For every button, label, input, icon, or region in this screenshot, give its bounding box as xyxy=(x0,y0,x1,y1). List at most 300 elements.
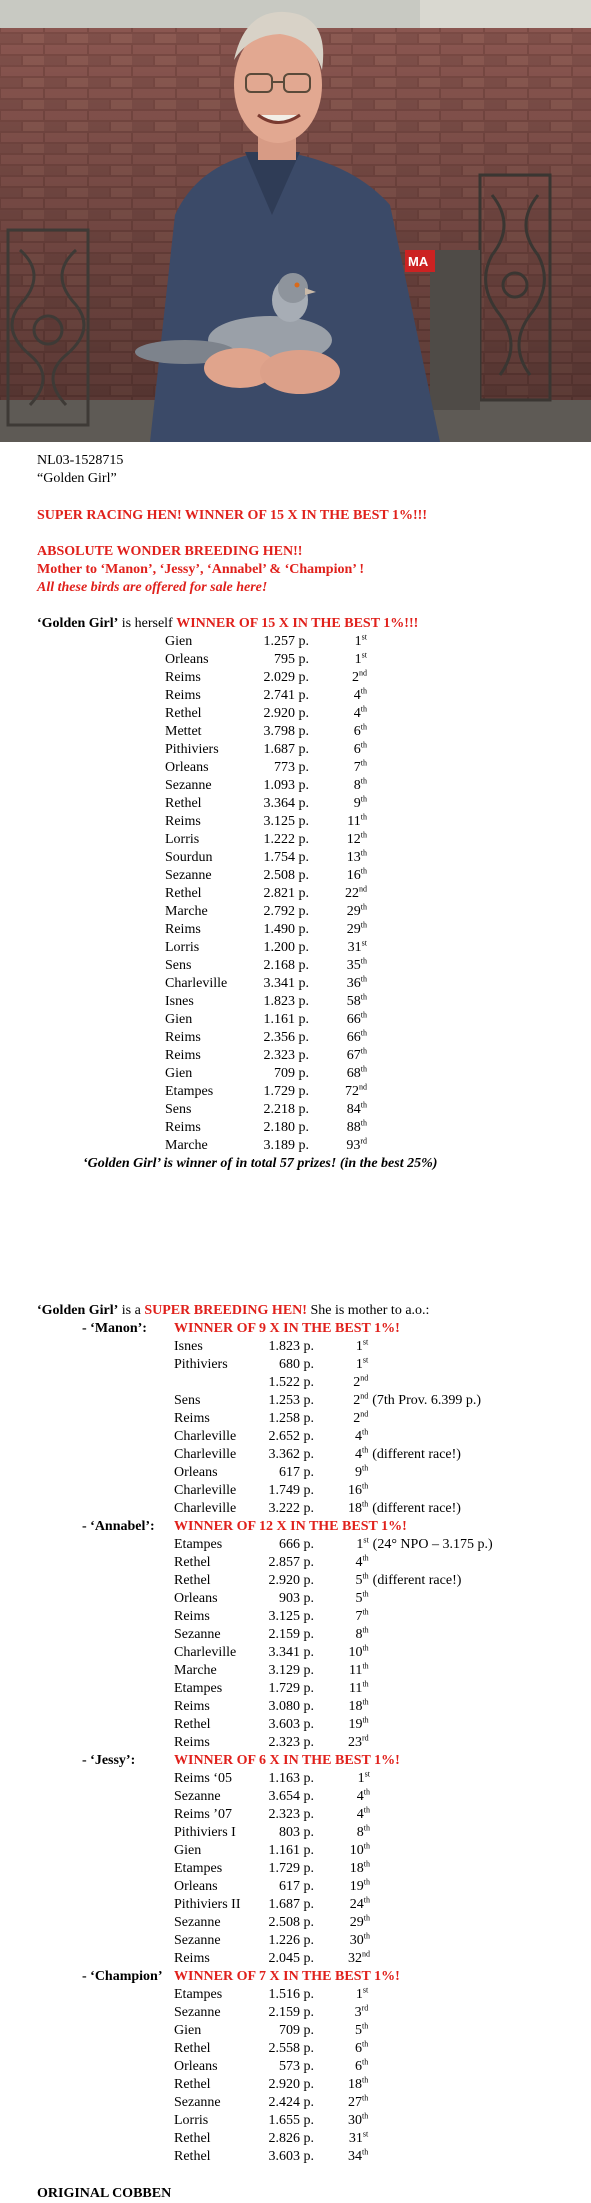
place-number: 27 xyxy=(348,2095,362,2110)
result-note xyxy=(368,2040,372,2058)
result-row xyxy=(165,705,367,723)
result-row xyxy=(165,1047,367,1065)
result-birds: 1.253 p. xyxy=(268,1393,314,1408)
result-note xyxy=(368,1464,481,1482)
place-suffix: th xyxy=(362,1643,369,1653)
place-number: 1 xyxy=(356,1537,364,1552)
result-place xyxy=(348,1410,368,1428)
child-result-row xyxy=(174,2076,372,2094)
result-place xyxy=(348,1842,370,1860)
result-race: Reims xyxy=(165,922,201,937)
place-number: 1 xyxy=(355,1357,363,1372)
result-note xyxy=(369,1626,493,1644)
result-place xyxy=(348,2004,368,2022)
result-race xyxy=(174,1374,262,1392)
result-birds: 3.189 p. xyxy=(263,1138,309,1153)
place-suffix: th xyxy=(360,974,367,984)
place-number: 6 xyxy=(355,2041,362,2056)
result-race: Charleville xyxy=(174,1429,237,1444)
result-note xyxy=(370,1950,374,1968)
place-suffix: st xyxy=(361,650,367,660)
result-birds: 1.687 p. xyxy=(263,742,309,757)
result-note xyxy=(370,1770,374,1788)
result-birds: 2.508 p. xyxy=(268,1915,314,1930)
result-birds: 1.729 p. xyxy=(268,1681,314,1696)
result-note xyxy=(368,2094,372,2112)
place-suffix: th xyxy=(360,722,367,732)
result-note xyxy=(369,1554,493,1572)
place-number: 1 xyxy=(354,652,362,667)
sweater-logo-text: MA xyxy=(408,254,429,269)
result-race: Rethel xyxy=(174,2041,211,2056)
place-suffix: th xyxy=(360,848,367,858)
result-place xyxy=(348,1554,369,1572)
child-result-row xyxy=(174,2148,372,2166)
result-race: Pithiviers xyxy=(174,1357,228,1372)
result-birds: 1.729 p. xyxy=(268,1861,314,1876)
result-note xyxy=(368,2004,372,2022)
result-note xyxy=(368,1986,372,2004)
place-number: 8 xyxy=(356,1825,364,1840)
result-note xyxy=(370,1824,374,1842)
result-place xyxy=(337,687,367,705)
place-suffix: th xyxy=(363,1823,370,1833)
result-race: Sens xyxy=(165,958,192,973)
place-suffix: th xyxy=(360,1028,367,1038)
result-birds: 1.222 p. xyxy=(263,832,309,847)
result-birds: 1.522 p. xyxy=(268,1375,314,1390)
result-birds: 3.603 p. xyxy=(268,2149,314,2164)
place-suffix: th xyxy=(360,758,367,768)
result-race: Reims xyxy=(165,814,201,829)
result-place xyxy=(348,1464,368,1482)
result-note xyxy=(370,1842,374,1860)
result-row xyxy=(165,1101,367,1119)
result-race: Reims xyxy=(165,688,201,703)
breeding-intro xyxy=(37,1302,429,1320)
result-place xyxy=(337,867,367,885)
result-note: (different race!) xyxy=(372,1573,462,1588)
result-birds: 617 p. xyxy=(279,1465,314,1480)
result-race: Reims xyxy=(165,1030,201,1045)
result-birds: 709 p. xyxy=(274,1066,309,1081)
place-suffix: th xyxy=(360,1100,367,1110)
child-result-row xyxy=(174,2130,372,2148)
result-race: Reims xyxy=(174,1609,210,1624)
result-place xyxy=(348,1644,369,1662)
result-race: Isnes xyxy=(174,1339,203,1354)
result-birds: 2.741 p. xyxy=(263,688,309,703)
place-number: 19 xyxy=(348,1717,363,1732)
place-number: 30 xyxy=(349,1933,364,1948)
child-header-champion xyxy=(82,1968,400,1986)
place-suffix: th xyxy=(360,704,367,714)
result-race: Etampes xyxy=(174,1987,223,2002)
result-place xyxy=(348,1680,369,1698)
result-row xyxy=(165,813,367,831)
place-number: 2 xyxy=(353,1411,361,1426)
place-number: 6 xyxy=(353,742,361,757)
results-intro xyxy=(37,615,418,633)
child-header-manon xyxy=(82,1320,400,1338)
result-birds: 1.749 p. xyxy=(268,1483,314,1498)
child-title: WINNER OF 9 X IN THE BEST 1%! xyxy=(174,1321,400,1336)
result-row xyxy=(165,903,367,921)
child-result-row xyxy=(174,1788,374,1806)
result-place xyxy=(348,1734,369,1752)
result-place xyxy=(348,2094,368,2112)
result-row xyxy=(165,633,367,651)
place-number: 16 xyxy=(346,868,361,883)
result-row xyxy=(165,759,367,777)
child-label: - ‘Jessy’: xyxy=(82,1753,136,1768)
result-place xyxy=(348,1446,368,1464)
place-number: 72 xyxy=(345,1084,359,1099)
result-row xyxy=(165,1137,367,1155)
result-place xyxy=(337,903,367,921)
result-birds: 2.792 p. xyxy=(263,904,309,919)
child-result-row xyxy=(174,1860,374,1878)
place-suffix: rd xyxy=(360,1136,367,1146)
child-label: - ‘Champion’ xyxy=(82,1969,163,1984)
result-row xyxy=(165,1119,367,1137)
place-number: 66 xyxy=(346,1012,361,1027)
result-row xyxy=(165,957,367,975)
child-result-row xyxy=(174,2112,372,2130)
result-race: Pithiviers II xyxy=(174,1897,241,1912)
place-suffix: st xyxy=(361,938,367,948)
result-row xyxy=(165,1011,367,1029)
place-suffix: th xyxy=(363,1877,370,1887)
child-result-row xyxy=(174,1680,493,1698)
result-race: Gien xyxy=(165,1066,193,1081)
result-birds: 617 p. xyxy=(279,1879,314,1894)
result-race: Orleans xyxy=(165,652,209,667)
place-suffix: th xyxy=(362,1715,369,1725)
result-race: Orleans xyxy=(174,2059,218,2074)
result-birds: 2.045 p. xyxy=(268,1951,314,1966)
place-suffix: th xyxy=(360,920,367,930)
place-number: 24 xyxy=(349,1897,364,1912)
result-race: Sourdun xyxy=(165,850,213,865)
place-number: 4 xyxy=(353,688,361,703)
result-birds: 2.323 p. xyxy=(268,1735,314,1750)
place-suffix: st xyxy=(362,2129,369,2139)
child-result-row xyxy=(174,1572,493,1590)
result-place xyxy=(348,1572,369,1590)
result-birds: 1.163 p. xyxy=(268,1771,314,1786)
result-place xyxy=(348,2130,368,2148)
child-result-row xyxy=(174,1770,374,1788)
result-note: (7th Prov. 6.399 p.) xyxy=(372,1393,481,1408)
place-suffix: th xyxy=(362,1427,369,1437)
result-note xyxy=(368,2076,372,2094)
child-result-row xyxy=(174,1806,374,1824)
place-number: 18 xyxy=(349,1861,364,1876)
result-birds: 2.821 p. xyxy=(263,886,309,901)
place-number: 23 xyxy=(348,1735,362,1750)
child-result-row xyxy=(174,2004,372,2022)
result-birds: 2.159 p. xyxy=(268,1627,314,1642)
place-suffix: th xyxy=(360,830,367,840)
place-suffix: th xyxy=(360,1010,367,1020)
place-suffix: th xyxy=(362,1697,369,1707)
place-number: 22 xyxy=(345,886,359,901)
place-suffix: th xyxy=(362,1553,369,1563)
result-place xyxy=(348,2040,368,2058)
result-birds: 2.558 p. xyxy=(268,2041,314,2056)
result-race: Reims xyxy=(165,1120,201,1135)
child-result-row xyxy=(174,1644,493,1662)
place-number: 35 xyxy=(346,958,361,973)
result-race: Lorris xyxy=(174,2113,209,2128)
result-place xyxy=(348,1914,370,1932)
result-race: Marche xyxy=(165,1138,208,1153)
result-place xyxy=(348,1860,370,1878)
result-note xyxy=(368,1374,481,1392)
place-number: 88 xyxy=(346,1120,361,1135)
result-race: Reims xyxy=(174,1951,210,1966)
result-birds: 2.168 p. xyxy=(263,958,309,973)
place-number: 29 xyxy=(346,922,361,937)
result-birds: 1.093 p. xyxy=(263,778,309,793)
result-birds: 773 p. xyxy=(274,760,309,775)
result-note xyxy=(368,2130,372,2148)
result-place xyxy=(337,885,367,903)
result-birds: 573 p. xyxy=(279,2059,314,2074)
result-birds: 2.323 p. xyxy=(268,1807,314,1822)
result-note xyxy=(370,1932,374,1950)
result-birds: 2.652 p. xyxy=(268,1429,314,1444)
child-header-jessy xyxy=(82,1752,400,1770)
result-race: Sezanne xyxy=(174,1933,221,1948)
result-place xyxy=(348,1536,369,1554)
place-suffix: th xyxy=(362,1463,369,1473)
result-note xyxy=(370,1878,374,1896)
result-race: Gien xyxy=(174,2023,202,2038)
result-birds: 2.920 p. xyxy=(263,706,309,721)
place-suffix: th xyxy=(360,992,367,1002)
breeder-photo xyxy=(0,0,591,442)
result-row xyxy=(165,687,367,705)
place-suffix: th xyxy=(363,1859,370,1869)
footer-title: ORIGINAL COBBEN xyxy=(37,2186,172,2201)
result-place xyxy=(337,795,367,813)
result-race: Sezanne xyxy=(174,2095,221,2110)
result-birds: 1.226 p. xyxy=(268,1933,314,1948)
place-number: 31 xyxy=(347,940,362,955)
place-number: 6 xyxy=(355,2059,362,2074)
result-race: Pithiviers I xyxy=(174,1825,236,1840)
place-suffix: th xyxy=(362,1661,369,1671)
result-race: Sezanne xyxy=(165,778,212,793)
result-race: Etampes xyxy=(174,1861,223,1876)
intro-name: ‘Golden Girl’ xyxy=(37,616,119,631)
result-birds: 3.603 p. xyxy=(268,1717,314,1732)
result-race: Charleville xyxy=(174,1501,237,1516)
child-result-row xyxy=(174,1986,372,2004)
result-race: Charleville xyxy=(174,1447,237,1462)
result-place xyxy=(348,2022,368,2040)
breeding-tail: She is mother to a.o.: xyxy=(306,1303,430,1318)
result-race: Marche xyxy=(174,1663,217,1678)
result-note xyxy=(370,1896,374,1914)
child-result-row xyxy=(174,1824,374,1842)
child-table-manon xyxy=(174,1338,481,1518)
place-suffix: th xyxy=(362,2093,369,2103)
result-race: Lorris xyxy=(165,832,200,847)
place-suffix: th xyxy=(360,956,367,966)
result-race: Charleville xyxy=(165,976,228,991)
result-birds: 1.823 p. xyxy=(268,1339,314,1354)
result-race: Gien xyxy=(165,634,193,649)
result-race: Marche xyxy=(165,904,208,919)
result-race: Rethel xyxy=(174,2149,211,2164)
place-suffix: nd xyxy=(359,1082,367,1092)
intro-mid: is herself xyxy=(118,616,177,631)
result-race: Sezanne xyxy=(165,868,212,883)
place-number: 93 xyxy=(346,1138,361,1153)
place-suffix: th xyxy=(360,1064,367,1074)
result-birds: 3.341 p. xyxy=(268,1645,314,1660)
result-birds: 2.424 p. xyxy=(268,2095,314,2110)
result-birds: 3.222 p. xyxy=(268,1501,314,1516)
result-place xyxy=(337,813,367,831)
place-number: 19 xyxy=(349,1879,364,1894)
place-suffix: th xyxy=(362,1481,369,1491)
place-number: 4 xyxy=(355,1447,362,1462)
result-place xyxy=(337,939,367,957)
child-result-row xyxy=(174,1716,493,1734)
result-note xyxy=(369,1608,493,1626)
result-race: Orleans xyxy=(174,1879,218,1894)
place-number: 7 xyxy=(355,1609,363,1624)
result-birds: 666 p. xyxy=(279,1537,314,1552)
place-number: 11 xyxy=(348,1681,363,1696)
child-header-annabel xyxy=(82,1518,407,1536)
result-birds: 2.180 p. xyxy=(263,1120,309,1135)
result-race: Pithiviers xyxy=(165,742,219,757)
place-suffix: th xyxy=(362,2075,369,2085)
result-note xyxy=(368,1428,481,1446)
place-suffix: th xyxy=(362,1625,369,1635)
breeding-name: ‘Golden Girl’ xyxy=(37,1303,119,1318)
child-table-champion xyxy=(174,1986,372,2166)
place-suffix: th xyxy=(362,2021,369,2031)
child-result-row xyxy=(174,2040,372,2058)
result-note: (24° NPO – 3.175 p.) xyxy=(372,1537,493,1552)
result-birds: 1.200 p. xyxy=(263,940,309,955)
result-place xyxy=(348,1770,370,1788)
place-number: 34 xyxy=(348,2149,362,2164)
result-place xyxy=(348,1986,368,2004)
result-race: Lorris xyxy=(165,940,200,955)
result-birds: 2.920 p. xyxy=(268,1573,314,1588)
result-row xyxy=(165,669,367,687)
child-title: WINNER OF 6 X IN THE BEST 1%! xyxy=(174,1753,400,1768)
result-note xyxy=(368,2058,372,2076)
place-suffix: th xyxy=(360,794,367,804)
result-race: Charleville xyxy=(174,1483,237,1498)
result-race: Rethel xyxy=(174,1717,211,1732)
result-note xyxy=(368,1338,481,1356)
place-suffix: nd xyxy=(360,1409,369,1419)
place-number: 8 xyxy=(353,778,361,793)
place-number: 4 xyxy=(356,1789,364,1804)
result-race: Rethel xyxy=(174,1555,211,1570)
result-birds: 2.826 p. xyxy=(268,2131,314,2146)
result-place xyxy=(337,1029,367,1047)
child-title: WINNER OF 7 X IN THE BEST 1%! xyxy=(174,1969,400,1984)
result-place xyxy=(337,1119,367,1137)
place-suffix: st xyxy=(361,632,367,642)
result-place xyxy=(348,2112,368,2130)
place-suffix: nd xyxy=(360,1391,369,1401)
result-birds: 3.129 p. xyxy=(268,1663,314,1678)
child-result-row xyxy=(174,1428,481,1446)
place-number: 18 xyxy=(348,2077,362,2092)
child-result-row xyxy=(174,1950,374,1968)
place-number: 1 xyxy=(357,1771,365,1786)
result-place xyxy=(348,1878,370,1896)
result-note xyxy=(369,1698,493,1716)
result-place xyxy=(348,1788,370,1806)
child-result-row xyxy=(174,1536,493,1554)
place-number: 11 xyxy=(348,1663,363,1678)
result-race: Mettet xyxy=(165,724,202,739)
place-number: 5 xyxy=(355,2023,362,2038)
result-birds: 709 p. xyxy=(279,2023,314,2038)
place-number: 67 xyxy=(346,1048,361,1063)
bird-name: “Golden Girl” xyxy=(37,471,117,486)
result-place xyxy=(348,1392,368,1410)
result-row xyxy=(165,885,367,903)
result-note xyxy=(368,2022,372,2040)
result-place xyxy=(337,957,367,975)
result-note xyxy=(369,1680,493,1698)
result-note xyxy=(369,1644,493,1662)
result-race: Rethel xyxy=(165,796,202,811)
result-race: Reims xyxy=(174,1699,210,1714)
child-result-row xyxy=(174,1374,481,1392)
place-number: 4 xyxy=(355,1429,362,1444)
place-suffix: th xyxy=(362,1607,369,1617)
place-number: 84 xyxy=(346,1102,361,1117)
result-birds: 2.323 p. xyxy=(263,1048,309,1063)
result-row xyxy=(165,831,367,849)
place-number: 6 xyxy=(353,724,361,739)
result-race: Sens xyxy=(165,1102,192,1117)
place-number: 32 xyxy=(348,1951,362,1966)
result-note xyxy=(369,1716,493,1734)
place-number: 29 xyxy=(346,904,361,919)
result-race: Rethel xyxy=(174,2077,211,2092)
photo-illustration xyxy=(0,0,591,442)
result-birds: 3.362 p. xyxy=(268,1447,314,1462)
place-suffix: th xyxy=(363,1931,370,1941)
result-race: Etampes xyxy=(174,1537,223,1552)
result-race: Etampes xyxy=(165,1084,214,1099)
place-suffix: nd xyxy=(359,884,367,894)
result-row xyxy=(165,741,367,759)
place-suffix: st xyxy=(363,1535,369,1545)
result-birds: 1.729 p. xyxy=(263,1084,309,1099)
result-place xyxy=(348,1338,368,1356)
result-birds: 1.823 p. xyxy=(263,994,309,1009)
place-number: 4 xyxy=(355,1555,363,1570)
result-birds: 1.754 p. xyxy=(263,850,309,865)
result-place xyxy=(337,1011,367,1029)
